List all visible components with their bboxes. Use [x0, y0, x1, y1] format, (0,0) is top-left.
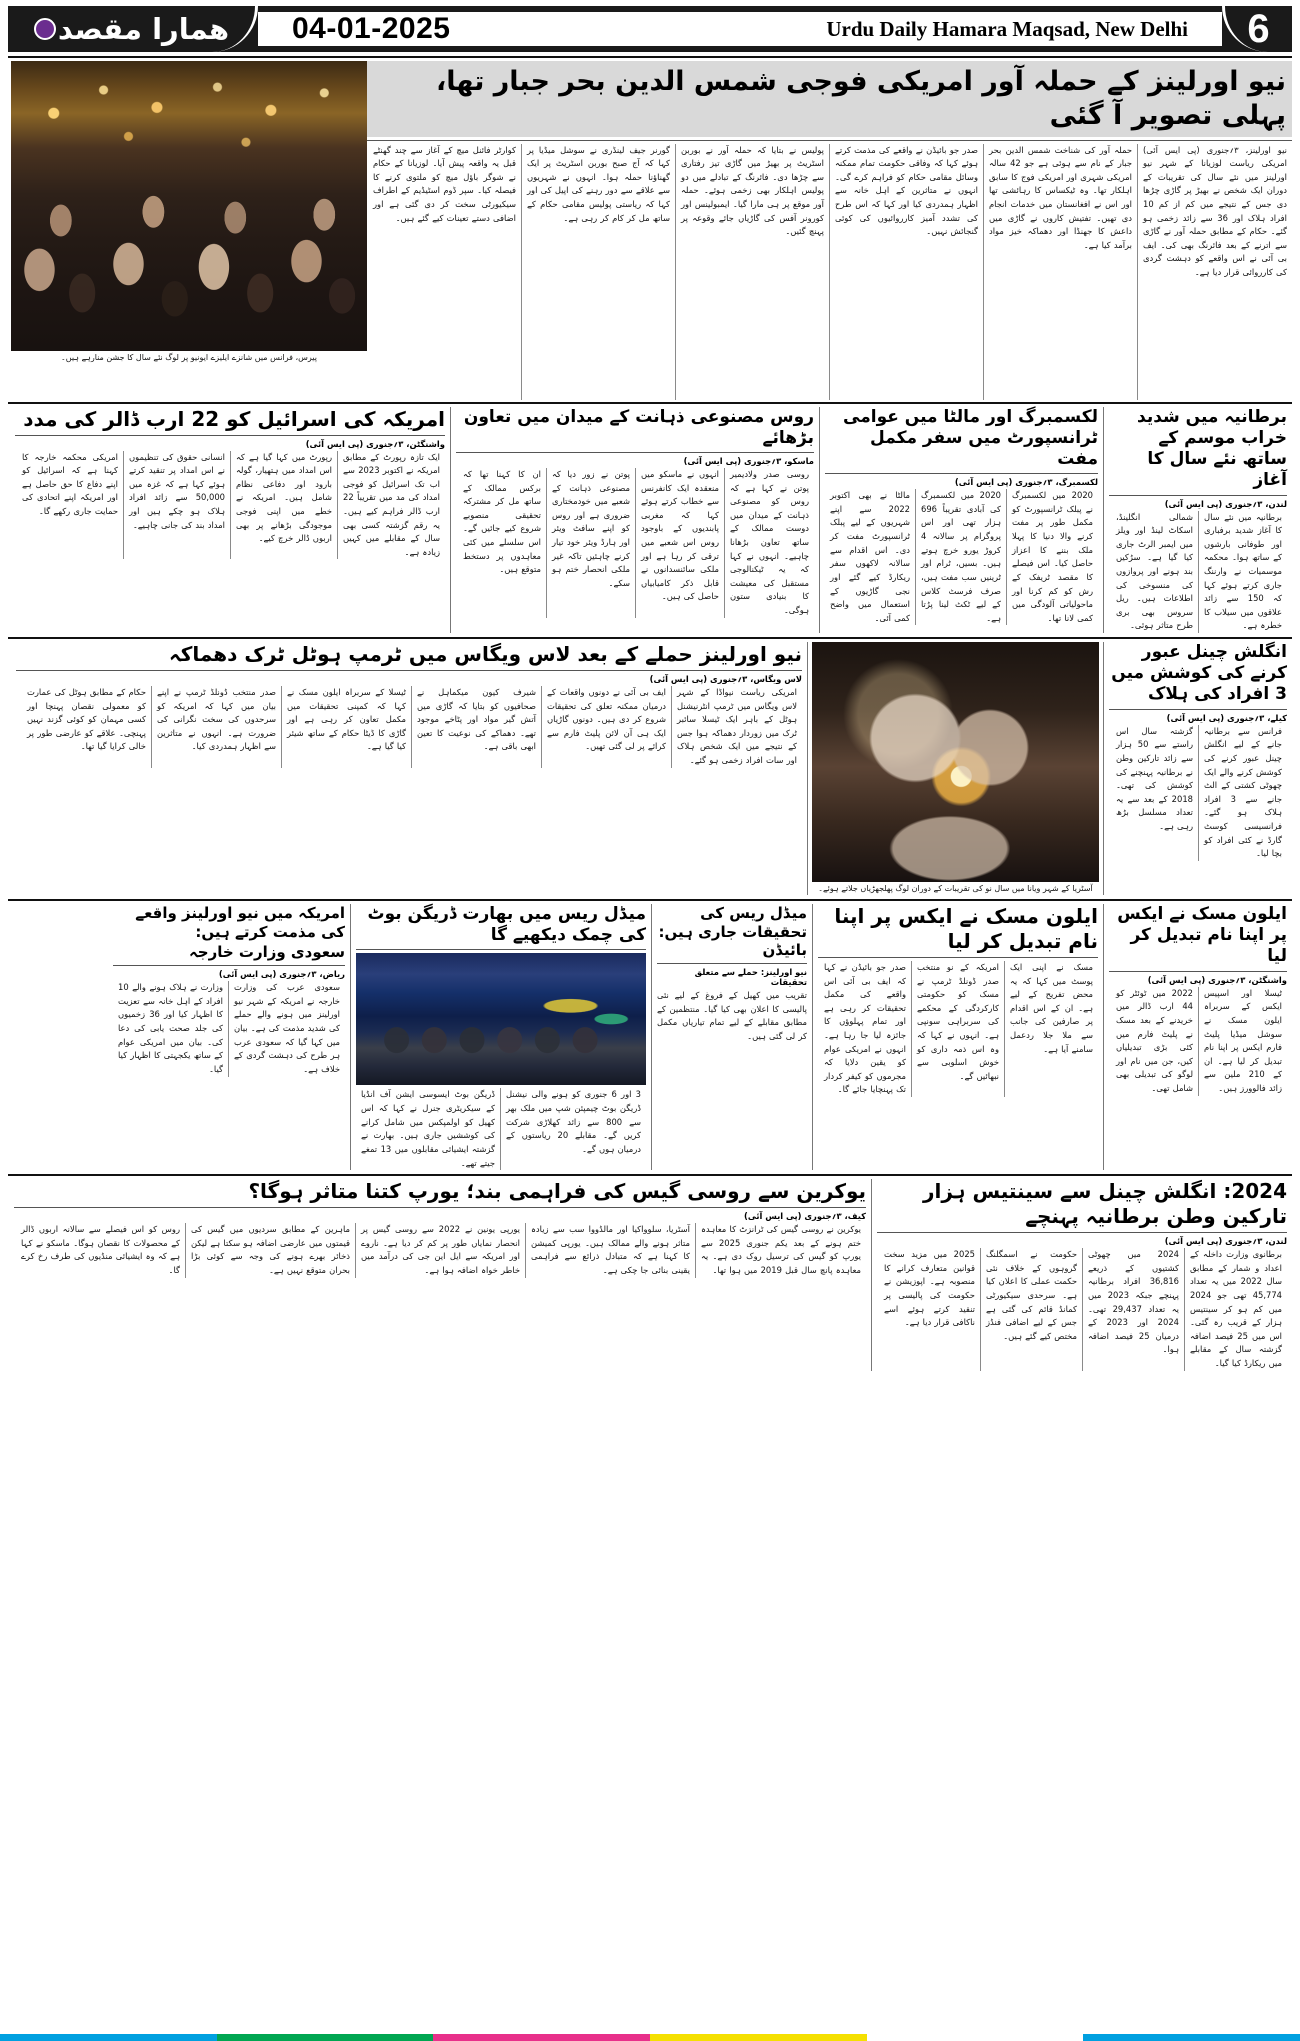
- dragon-boat-photo: [356, 953, 646, 1085]
- gas-col-3: ماہرین کے مطابق سردیوں میں گیس کی قیمتوں میں عارضی اضافہ ہو سکتا ہے لیکن ذخائر بھرے ہونے کی وجہ سے کوئی بڑا بحران متوقع نہیں ہے۔: [191, 1224, 350, 1275]
- us-israel-dateline: واشنگٹن، ۳؍جنوری (پی ایس آئی): [305, 438, 445, 449]
- vegas-col-2: شیرف کیون میکماہل نے صحافیوں کو بتایا کہ گاڑی میں آتش گیر مواد اور پٹاخے موجود تھے۔ دھماکے کی نوعیت کا تعین ابھی باقی ہے۔: [417, 686, 536, 752]
- luxembourg-headline: لکسمبرگ اور مالٹا میں عوامی ٹرانسپورٹ میں سفر مکمل مفت: [843, 406, 1098, 469]
- gas-col-0: یوکرین نے روسی گیس کی ٹرانزٹ کا معاہدہ ختم ہونے کے بعد یکم جنوری 2025 سے یورپ کو گیس کی ترسیل روک دی ہے۔ یہ معاہدہ پانچ سال قبل 2019 میں ہوا تھا۔: [701, 1224, 861, 1275]
- migrants-col-0: برطانوی وزارت داخلہ کے اعداد و شمار کے مطابق سال 2022 میں یہ تعداد 45,774 تھی جو 2024 میں کم ہو کر سینتیس ہزار کے قریب رہ گئی۔ اس میں 25 فیصد اضافہ گزشتہ سال کے مقابلے میں ریکارڈ کیا گیا۔: [1190, 1249, 1283, 1369]
- us-israel-col-3: امریکی محکمہ خارجہ کا کہنا ہے کہ اسرائیل کو اپنے دفاع کا حق حاصل ہے اور امریکہ اپنے اتحادی کی حمایت جاری رکھے گا۔: [22, 451, 118, 516]
- vegas-headline: نیو اورلینز حملے کے بعد لاس ویگاس میں ٹرمپ ہوٹل ٹرک دھماکہ: [169, 641, 802, 666]
- vegas-col-5: حکام کے مطابق ہوٹل کی عمارت کو معمولی نقصان پہنچا اور کسی مہمان کو کوئی گزند نہیں پہنچی۔ علاقے کو عارضی طور پر خالی کرایا گیا تھا۔: [27, 686, 146, 752]
- probe-body: تقریب میں کھیل کے فروغ کے لیے نئی پالیسی کا اعلان بھی کیا گیا۔ منتظمین کے مطابق مقابلے کے لیے تمام تیاریاں مکمل کر لی گئی ہیں۔: [657, 990, 807, 1042]
- lead-col-4: گورنر جیف لینڈری نے سوشل میڈیا پر کہا کہ آج صبح بوربن اسٹریٹ پر ایک گھناؤنا حملہ ہوا۔ انہوں نے شہریوں سے علاقے سے دور رہنے کی اپیل کی اور کہا کہ ریاستی پولیس مقامی حکام کے ساتھ مل کر کام کر رہی ہے۔: [527, 144, 670, 223]
- saudi-col-1: وزارت نے ہلاک ہونے والے 10 افراد کے اہل خانہ سے تعزیت کا اظہار کیا اور 36 زخمیوں کی جلد صحت یابی کی دعا کی۔ بیان میں امریکی عوام کے ساتھ یکجہتی کا اظہار کیا گیا۔: [118, 982, 223, 1074]
- masthead-date: 04-01-2025: [292, 12, 451, 45]
- vegas-col-4: صدر منتخب ڈونلڈ ٹرمپ نے اپنے بیان میں کہا کہ امریکہ کو سرحدوں کی سخت نگرانی کی ضرورت ہے۔ انہوں نے متاثرین سے اظہار ہمدردی کیا۔: [157, 686, 276, 752]
- migrants-col-3: 2025 میں مزید سخت قوانین متعارف کرانے کا منصوبہ ہے۔ اپوزیشن نے حکومت کی پالیسی پر تنقید کرتے ہوئے اسے ناکافی قرار دیا ہے۔: [884, 1249, 975, 1328]
- russia-ai-col-1: انہوں نے ماسکو میں منعقدہ ایک کانفرنس سے خطاب کرتے ہوئے کہا کہ مغربی پابندیوں کے باوجود روس اس شعبے میں ترقی کر رہا ہے اور ملکی سائنسدانوں نے قابل ذکر کامیابیاں حاصل کی ہیں۔: [641, 469, 719, 602]
- footer-color-bar: [0, 2034, 1300, 2041]
- britain-weather-dateline: لندن، ۳؍جنوری (پی ایس آئی): [1164, 498, 1287, 509]
- musk-col-0: ٹیسلا اور اسپیس ایکس کے سربراہ ایلون مسک نے سوشل میڈیا پلیٹ فارم ایکس پر اپنا نام تبدیل کر لیا ہے۔ ان کے 210 ملین سے زائد فالوورز ہیں۔: [1204, 987, 1282, 1093]
- dragon-col-1: ڈریگن بوٹ ایسوسی ایشن آف انڈیا کے سیکریٹری جنرل نے کہا کہ اس کھیل کو اولمپکس میں شامل کرانے کی کوششیں جاری ہیں۔ بھارت نے گزشتہ ایشیائی مقابلوں میں 13 تمغے جیتے تھے۔: [361, 1089, 495, 1168]
- article-britain-weather: [1104, 407, 1292, 633]
- lead-photo: [11, 61, 367, 351]
- luxembourg-col-2: مالٹا نے بھی اکتوبر 2022 سے اپنے شہریوں کے لیے پبلک ٹرانسپورٹ مفت کر دی۔ اس اقدام سے سالانہ لاکھوں سفر ریکارڈ کیے گئے اور نجی گاڑیوں کے استعمال میں واضح کمی آئی۔: [830, 490, 910, 623]
- article-dragon-boat: [351, 904, 651, 1170]
- saudi-dateline: ریاض، ۳؍جنوری (پی ایس آئی): [218, 969, 345, 980]
- article-musk-x: [1104, 904, 1292, 1170]
- channel-col-0: فرانس سے برطانیہ جانے کے لیے انگلش چینل عبور کرنے کی کوشش کرنے والے ایک چھوٹی کشتی کے الٹ جانے سے 3 افراد ہلاک ہو گئے۔ فرانسیسی کوسٹ گارڈ نے کئی افراد کو بچا لیا۔: [1204, 725, 1282, 859]
- luxembourg-col-0: 2020 میں لکسمبرگ نے پبلک ٹرانسپورٹ کو مکمل طور پر مفت کرنے والا دنیا کا پہلا ملک بننے کا اعزاز حاصل کیا۔ اس فیصلے کا مقصد ٹریفک کے رش کو کم کرنا اور ماحولیاتی آلودگی میں کمی لانا تھا۔: [1012, 490, 1093, 623]
- article-russian-gas: [9, 1179, 871, 1370]
- article-channel-migrants: [872, 1179, 1292, 1370]
- vegas-dateline: لاس ویگاس، ۳؍جنوری (پی ایس آئی): [649, 673, 802, 684]
- musk-extra-columns: [813, 904, 1103, 1170]
- divider-3: [8, 899, 1292, 901]
- lead-col-5: کوارٹر فائنل میچ کے آغاز سے چند گھنٹے قبل یہ واقعہ پیش آیا۔ لوزیانا کے حکام نے شوگر باؤل میچ کو ملتوی کرنے کا فیصلہ کیا۔ سپر ڈوم اسٹیڈیم کے اطراف سیکیورٹی سخت کر دی گئی ہے اور اضافی دستے تعینات کیے گئے ہیں۔: [373, 144, 516, 223]
- dragon-headline: میڈل ریس میں بھارت ڈریگن بوٹ کی چمک دیکھیے گا: [367, 903, 646, 946]
- musk-col-3: امریکہ کے نو منتخب صدر ڈونلڈ ٹرمپ نے مسک کو حکومتی کارکردگی کے محکمے کی سربراہی سونپی ہے۔ انہوں نے کہا کہ وہ اس ذمہ داری کو خوش اسلوبی سے نبھائیں گے۔: [917, 961, 999, 1081]
- lead-col-1: حملہ آور کی شناخت شمس الدین بحر جبار کے نام سے ہوئی ہے جو 42 سالہ امریکی شہری اور امریکی فوج کا سابق اہلکار تھا۔ وہ ٹیکساس کا رہائشی تھا اور اس نے افغانستان میں خدمات انجام دی تھیں۔ تفتیش کاروں نے گاڑی میں داعش کا جھنڈا اور دھماکہ خیز مواد برآمد کیا ہے۔: [989, 144, 1132, 250]
- gas-col-2: یورپی یونین نے 2022 سے روسی گیس پر انحصار نمایاں طور پر کم کر دیا ہے۔ ناروے اور امریکہ سے ایل این جی کی درآمد میں خاطر خواہ اضافہ ہوا ہے۔: [361, 1224, 520, 1275]
- article-us-israel: [10, 407, 450, 633]
- masthead-band: [258, 12, 1222, 46]
- lead-photo-caption: پیرس، فرانس میں شانزے ایلیزے ایونیو پر لوگ نئے سال کا جشن منارہے ہیں۔: [61, 353, 317, 362]
- russia-ai-col-3: ان کا کہنا تھا کہ برکس ممالک کے ساتھ مل کر مشترکہ تحقیقی منصوبے شروع کیے جائیں گے۔ اس سلسلے میں کئی معاہدوں پر دستخط متوقع ہیں۔: [463, 469, 541, 575]
- russia-ai-col-2: پوتن نے زور دیا کہ مصنوعی ذہانت کے شعبے میں خودمختاری ضروری ہے اور روس کو اپنے سافٹ ویئر اور ہارڈ ویئر خود تیار کرنے چاہئیں تاکہ غیر ملکی انحصار ختم ہو سکے۔: [552, 469, 630, 588]
- sparkler-photo-caption: آسٹریا کے شہر ویانا میں سال نو کی تقریبات کے دوران لوگ پھلجھڑیاں جلاتے ہوئے۔: [818, 883, 1093, 893]
- channel-dateline: کیلے، ۳؍جنوری (پی ایس آئی): [1166, 712, 1287, 723]
- logo-text: همارا مقصد: [57, 12, 230, 46]
- migrants-headline: 2024: انگلش چینل سے سینتیس ہزار تارکین وطن برطانیہ پہنچے: [922, 1179, 1287, 1229]
- lead-headline: نیو اورلینز کے حملہ آور امریکی فوجی شمس الدین بحر جبار تھا، پہلی تصویر آ گئی: [367, 61, 1292, 137]
- musk-headline: ایلون مسک نے ایکس پر اپنا نام تبدیل کر لیا: [1117, 903, 1287, 967]
- us-israel-col-1: رپورٹ میں کہا گیا ہے کہ اس امداد میں ہتھیار، گولہ بارود اور دفاعی نظام شامل ہیں۔ امریکہ نے خطے میں اپنی فوجی موجودگی بڑھانے پر بھی اربوں ڈالر خرچ کیے۔: [236, 451, 332, 544]
- lead-col-0: نیو اورلینز، ۳؍جنوری (پی ایس آئی) امریکی ریاست لوزیانا کے شہر نیو اورلینز میں نئے سال کی تقریبات کے دوران ایک شخص نے بھیڑ پر گاڑی چڑھا دی جس کے نتیجے میں کم از کم 10 افراد ہلاک اور 36 سے زائد زخمی ہو گئے۔ حکام کے مطابق حملہ آور نے گاڑی سے اترنے کے بعد فائرنگ بھی کی۔ ایف بی آئی نے اس واقعے کو دہشت گردی کی کارروائی قرار دیا ہے۔: [1143, 144, 1288, 277]
- russia-ai-dateline: ماسکو، ۳؍جنوری (پی ایس آئی): [683, 456, 814, 466]
- channel-col-1: گزشتہ سال اس راستے سے 50 ہزار سے زائد تارکین وطن نے برطانیہ پہنچنے کی کوشش کی تھی۔ 2018 کے بعد سے یہ تعداد مسلسل بڑھ رہی ہے۔: [1116, 725, 1193, 831]
- saudi-col-0: سعودی عرب کی وزارت خارجہ نے امریکہ کے شہر نیو اورلینز میں ہونے والے حملے کی شدید مذمت کی ہے۔ بیان میں کہا گیا کہ سعودی عرب ہر طرح کی دہشت گردی کے خلاف ہے۔: [234, 982, 340, 1074]
- row-three: [8, 642, 1292, 895]
- row-two: [8, 407, 1292, 633]
- article-russia-ai: [451, 407, 819, 633]
- article-vegas-cybertruck: [11, 642, 807, 895]
- article-english-channel: [1104, 642, 1292, 895]
- article-saudi-condemn: [108, 904, 350, 1170]
- sparkler-photo: [812, 642, 1099, 882]
- page-number: 6: [1247, 6, 1270, 51]
- dragon-col-0: 3 اور 6 جنوری کو ہونے والی نیشنل ڈریگن بوٹ چیمپئن شپ میں ملک بھر سے 800 سے زائد کھلاڑی شرکت کریں گے۔ مقابلے 20 ریاستوں کے درمیان ہوں گے۔: [506, 1089, 642, 1154]
- lead-col-3: پولیس نے بتایا کہ حملہ آور نے بوربن اسٹریٹ پر بھیڑ میں گاڑی تیز رفتاری سے چڑھا دی۔ فائرنگ کے تبادلے میں دو پولیس اہلکار بھی زخمی ہوئے۔ حملہ آور موقع پر ہی مارا گیا۔ ایمبولینس اور کورونر آفس کی گاڑیاں جائے وقوعہ پر پہنچ گئیں۔: [681, 144, 824, 237]
- masthead-logo: [8, 6, 258, 52]
- lead-story: [8, 61, 1292, 400]
- masthead-rule: [8, 56, 1292, 58]
- musk-dateline: واشنگٹن، ۳؍جنوری (پی ایس آئی): [1147, 974, 1287, 985]
- page-number-box: [1222, 6, 1292, 52]
- article-luxembourg-malta: [820, 407, 1103, 633]
- saudi-subheadline: سعودی وزارت خارجہ: [189, 943, 345, 962]
- musk-col-1: 2022 میں ٹوئٹر کو 44 ارب ڈالر میں خریدنے کے بعد مسک نے پلیٹ فارم میں کئی بڑی تبدیلیاں کیں، جن میں نام اور لوگو کی تبدیلی بھی شامل تھی۔: [1116, 987, 1193, 1093]
- divider-4: [8, 1174, 1292, 1176]
- gas-headline: یوکرین سے روسی گیس کی فراہمی بند؛ یورپ کتنا متاثر ہوگا؟: [248, 1179, 866, 1204]
- masthead-publication: Urdu Daily Hamara Maqsad, New Delhi: [826, 16, 1188, 41]
- gas-col-4: روس کو اس فیصلے سے سالانہ اربوں ڈالر کے محصولات کا نقصان ہوگا۔ ماسکو نے کہا ہے کہ وہ ایشیائی منڈیوں کی طرف رخ کرے گا۔: [21, 1224, 180, 1275]
- britain-weather-headline: برطانیہ میں شدید خراب موسم کے ساتھ نئے سال کا آغاز: [1137, 406, 1287, 491]
- vegas-col-3: ٹیسلا کے سربراہ ایلون مسک نے کہا کہ کمپنی تحقیقات میں مکمل تعاون کر رہی ہے اور گاڑی کا ڈیٹا حکام کے ساتھ شیئر کیا گیا ہے۔: [287, 686, 406, 752]
- britain-weather-col-0: برطانیہ میں نئے سال کا آغاز شدید برفباری اور طوفانی بارشوں کے ساتھ ہوا۔ محکمہ موسمیات نے وارننگ جاری کرتے ہوئے کہا کہ 150 سے زائد علاقوں میں سیلاب کا خطرہ ہے۔: [1204, 511, 1282, 631]
- logo-emblem-icon: [34, 18, 56, 40]
- luxembourg-dateline: لکسمبرگ، ۳؍جنوری (پی ایس آئی): [954, 477, 1098, 488]
- us-israel-col-2: انسانی حقوق کی تنظیموں نے اس امداد پر تنقید کرتے ہوئے کہا ہے کہ غزہ میں 50,000 سے زائد افراد ہلاک ہو چکے ہیں اور امداد بند کی جانی چاہیے۔: [129, 451, 225, 530]
- lead-col-2: صدر جو بائیڈن نے واقعے کی مذمت کرتے ہوئے کہا کہ وفاقی حکومت تمام ممکنہ وسائل مقامی حکام کو فراہم کرے گی۔ انہوں نے متاثرین کے اہل خانہ سے اظہار ہمدردی کیا اور کہا کہ اس طرح کی تشدد آمیز کارروائیوں کی کوئی گنجائش نہیں۔: [835, 144, 978, 237]
- us-israel-col-0: ایک تازہ رپورٹ کے مطابق امریکہ نے اکتوبر 2023 سے اب تک اسرائیل کو فوجی امداد کی مد میں تقریباً 22 ارب ڈالر فراہم کیے ہیں۔ یہ رقم گزشتہ کسی بھی سال کے مقابلے میں کہیں زیادہ ہے۔: [343, 451, 440, 557]
- russia-ai-headline: روس مصنوعی ذہانت کے میدان میں تعاون بڑھائے: [463, 406, 814, 448]
- us-israel-headline: امریکہ کی اسرائیل کو 22 ارب ڈالر کی مدد: [23, 406, 445, 431]
- row-four: [8, 904, 1292, 1170]
- masthead: [8, 6, 1292, 52]
- vegas-col-0: امریکی ریاست نیواڈا کے شہر لاس ویگاس میں ٹرمپ انٹرنیشنل ہوٹل کے باہر ایک ٹیسلا سائبر ٹرک میں زوردار دھماکہ ہوا جس کے نتیجے میں ایک شخص ہلاک اور سات افراد زخمی ہو گئے۔: [677, 686, 797, 766]
- vegas-col-1: ایف بی آئی نے دونوں واقعات کے درمیان ممکنہ تعلق کی تحقیقات شروع کر دی ہیں۔ دونوں گاڑیاں ایک ہی آن لائن پلیٹ فارم سے کرائے پر لی گئی تھیں۔: [547, 686, 666, 752]
- article-middle-east-probe: [652, 904, 812, 1170]
- luxembourg-col-1: 2020 میں لکسمبرگ کی آبادی تقریباً 696 ہزار تھی اور اس پروگرام پر سالانہ 4 کروڑ یورو خرچ ہوتے ہیں۔ بسیں، ٹرام اور ٹرینیں سب مفت ہیں، صرف فرسٹ کلاس کے لیے ٹکٹ لینا پڑتا ہے۔: [921, 490, 1001, 623]
- saudi-headline: امریکہ میں نیو اورلینز واقعے کی مذمت کرتے ہیں:: [135, 903, 345, 941]
- russia-ai-col-0: روسی صدر ولادیمیر پوتن نے کہا ہے کہ روس کو مصنوعی ذہانت کے میدان میں دوست ممالک کے ساتھ تعاون بڑھانا چاہیے۔ انہوں نے کہا کہ یہ ٹیکنالوجی مستقبل کی معیشت کا بنیادی ستون ہوگی۔: [730, 469, 809, 616]
- gas-dateline: کیف، ۳؍جنوری (پی ایس آئی): [744, 1211, 866, 1222]
- channel-headline: انگلش چینل عبور کرنے کی کوشش میں 3 افراد کی ہلاک: [1111, 641, 1287, 705]
- britain-weather-col-1: شمالی انگلینڈ، اسکاٹ لینڈ اور ویلز میں ایمبر الرٹ جاری کیا گیا ہے۔ سڑکیں بند ہونے اور پروازوں کی منسوخی کی اطلاعات ہیں۔ ریل سروس بھی بری طرح متاثر ہوئی۔: [1116, 511, 1193, 631]
- migrants-col-2: حکومت نے اسمگلنگ گروہوں کے خلاف نئی حکمت عملی کا اعلان کیا ہے۔ سرحدی سیکیورٹی کمانڈ قائم کی گئی ہے جس کے لیے اضافی فنڈز مختص کیے گئے ہیں۔: [986, 1249, 1077, 1341]
- musk-col-2: مسک نے اپنی ایک پوسٹ میں کہا کہ یہ محض تفریح کے لیے ہے۔ ان کے اس اقدام پر صارفین کی جانب سے ملا جلا ردعمل سامنے آیا ہے۔: [1010, 961, 1093, 1054]
- gas-col-1: آسٹریا، سلوواکیا اور مالڈووا سب سے زیادہ متاثر ہونے والے ممالک ہیں۔ یورپی کمیشن کا کہنا ہے کہ متبادل ذرائع سے فراہمی یقینی بنائی جا چکی ہے۔: [531, 1224, 690, 1275]
- probe-headline: میڈل ریس کی تحقیقات جاری ہیں: بائیڈن: [658, 903, 807, 960]
- row-five: [8, 1179, 1292, 1370]
- divider-1: [8, 402, 1292, 404]
- musk-headline-wide: ایلون مسک نے ایکس پر اپنا نام تبدیل کر لیا: [834, 903, 1098, 953]
- probe-col-0: صدر جو بائیڈن نے کہا کہ ایف بی آئی اس واقعے کی مکمل تحقیقات کر رہی ہے اور تمام پہلوؤں کا جائزہ لیا جا رہا ہے۔ انہوں نے امریکی عوام کو یقین دلایا کہ مجرموں کو کیفر کردار تک پہنچایا جائے گا۔: [824, 961, 906, 1095]
- sparkler-photo-block: [808, 642, 1103, 895]
- divider-2: [8, 637, 1292, 639]
- probe-dateline: نیو اورلینز: حملے سے متعلق تحقیقات: [694, 967, 807, 988]
- migrants-dateline: لندن، ۳؍جنوری (پی ایس آئی): [1164, 1236, 1287, 1247]
- migrants-col-1: 2024 میں چھوٹی کشتیوں کے ذریعے 36,816 افراد برطانیہ پہنچے جبکہ 2023 میں یہ تعداد 29,437 تھی۔ 2024 اور 2023 کے درمیان 25 فیصد اضافہ ہوا۔: [1088, 1249, 1179, 1355]
- lead-columns: [367, 144, 1292, 400]
